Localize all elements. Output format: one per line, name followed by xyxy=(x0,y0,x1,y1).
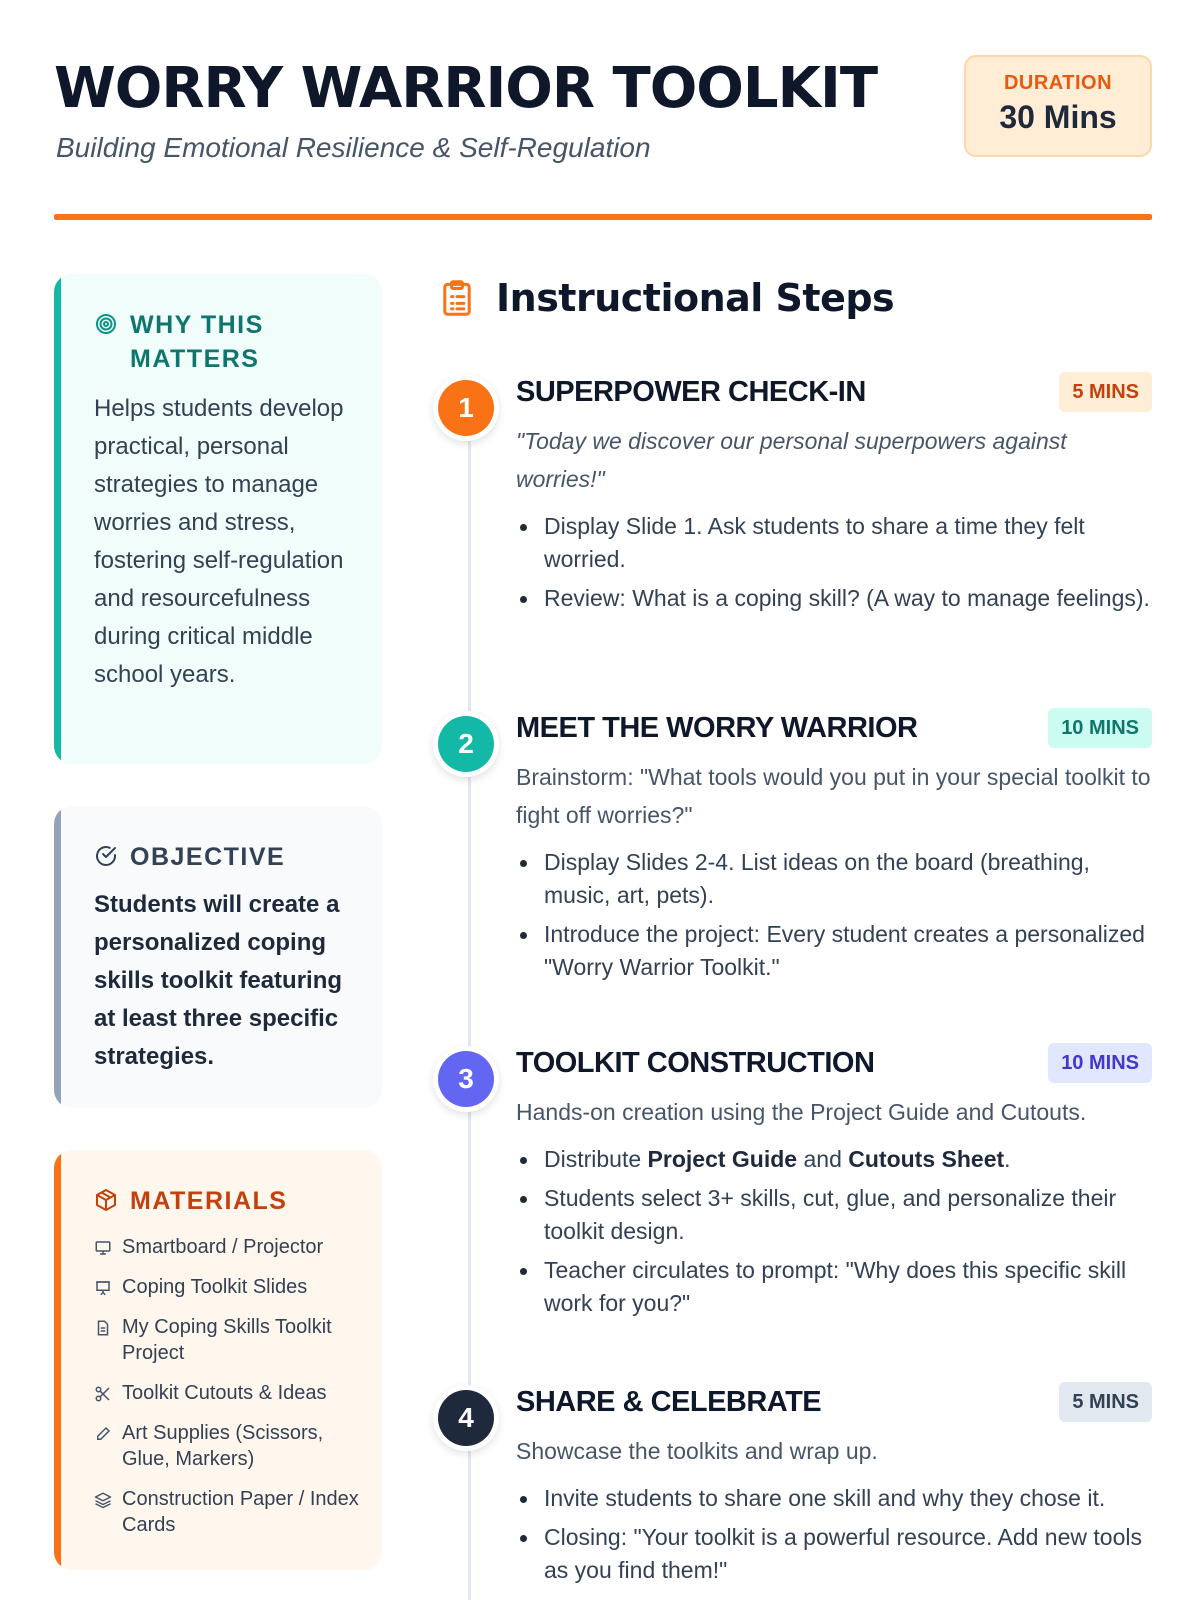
step-title: SUPERPOWER CHECK-IN xyxy=(516,376,866,408)
objective-header xyxy=(94,840,285,874)
list-item: Teacher circulates to prompt: "Why does this specific skill work for you?" xyxy=(516,1254,1152,1320)
header-divider xyxy=(54,214,1152,220)
objective-title: OBJECTIVE xyxy=(130,843,286,871)
document-icon xyxy=(94,1319,112,1337)
bullet-text: . xyxy=(1004,1146,1011,1172)
step-duration-badge: 10 MINS xyxy=(1048,1043,1152,1083)
list-item xyxy=(94,1234,364,1260)
list-item xyxy=(94,1486,364,1538)
check-circle-icon xyxy=(94,844,118,868)
step-duration-badge: 5 MINS xyxy=(1059,372,1152,412)
why-header xyxy=(94,308,330,376)
step-intro: "Today we discover our personal superpowers against worries!" xyxy=(516,428,1067,492)
material-label: Toolkit Cutouts & Ideas xyxy=(122,1382,327,1404)
objective-card xyxy=(54,806,382,1108)
step-bullets xyxy=(516,846,1152,984)
bullet-text: Distribute xyxy=(544,1146,648,1172)
list-item: Closing: "Your toolkit is a powerful resource. Add new tools as you find them!" xyxy=(516,1521,1152,1587)
bold-text: Project Guide xyxy=(647,1146,798,1172)
step-duration-badge: 10 MINS xyxy=(1048,708,1152,748)
step-duration-badge: 5 MINS xyxy=(1059,1382,1152,1422)
step-intro: Showcase the toolkits and wrap up. xyxy=(516,1438,878,1464)
step-number: 4 xyxy=(438,1390,494,1446)
list-item: Introduce the project: Every student creates a personalized "Worry Warrior Toolkit." xyxy=(516,918,1152,984)
list-item: Display Slides 2-4. List ideas on the board (breathing, music, art, pets). xyxy=(516,846,1152,912)
step-number: 2 xyxy=(438,716,494,772)
scissors-icon xyxy=(94,1385,112,1403)
page-subtitle: Building Emotional Resilience & Self-Regulation xyxy=(56,132,651,163)
materials-list xyxy=(94,1234,364,1552)
material-label: Coping Toolkit Slides xyxy=(122,1276,308,1298)
header xyxy=(54,52,1152,172)
material-label: Art Supplies (Scissors, Glue, Markers) xyxy=(122,1422,324,1470)
material-label: Construction Paper / Index Cards xyxy=(122,1488,359,1536)
step-title: TOOLKIT CONSTRUCTION xyxy=(516,1047,875,1079)
step-bullets xyxy=(516,1482,1152,1587)
duration-label: DURATION xyxy=(1003,72,1113,94)
step-intro: Brainstorm: "What tools would you put in your special toolkit to fight off worries?" xyxy=(516,764,1151,828)
target-icon xyxy=(94,312,118,336)
objective-text: Students will create a personalized coping skills toolkit featuring at least three specific strategies. xyxy=(94,891,343,1070)
box-icon xyxy=(94,1188,118,1212)
material-label: Smartboard / Projector xyxy=(122,1236,324,1258)
clipboard-icon xyxy=(440,279,474,317)
materials-header xyxy=(94,1184,287,1218)
why-title: WHY THIS MATTERS xyxy=(130,311,264,373)
list-item xyxy=(516,1143,1152,1176)
pencil-icon xyxy=(94,1425,112,1443)
list-item: Invite students to share one skill and why they chose it. xyxy=(516,1482,1152,1515)
step-bullets xyxy=(516,1143,1152,1320)
duration-badge xyxy=(964,55,1152,157)
material-label: My Coping Skills Toolkit Project xyxy=(122,1316,332,1364)
duration-value: 30 Mins xyxy=(999,99,1117,135)
list-item xyxy=(94,1420,364,1472)
steps-title: Instructional Steps xyxy=(496,276,895,320)
page-title: WORRY WARRIOR TOOLKIT xyxy=(54,56,878,121)
materials-title: MATERIALS xyxy=(130,1187,288,1215)
list-item: Students select 3+ skills, cut, glue, and personalize their toolkit design. xyxy=(516,1182,1152,1248)
list-item: Review: What is a coping skill? (A way to manage feelings). xyxy=(516,582,1152,615)
why-text: Helps students develop practical, personal strategies to manage worries and stress, fostering self-regulation and resourcefulness during critical middle school years. xyxy=(94,395,344,688)
list-item: Display Slide 1. Ask students to share a time they felt worried. xyxy=(516,510,1152,576)
monitor-icon xyxy=(94,1239,112,1257)
list-item xyxy=(94,1274,364,1300)
bold-text: Cutouts Sheet xyxy=(848,1146,1005,1172)
step-title: SHARE & CELEBRATE xyxy=(516,1386,822,1418)
materials-card xyxy=(54,1150,382,1570)
bullet-text: and xyxy=(797,1146,849,1172)
step-number: 3 xyxy=(438,1051,494,1107)
step-bullets xyxy=(516,510,1152,615)
step-number: 1 xyxy=(438,380,494,436)
step-title: MEET THE WORRY WARRIOR xyxy=(516,712,918,744)
steps-header xyxy=(440,276,894,320)
layers-icon xyxy=(94,1491,112,1509)
why-this-matters-card xyxy=(54,274,382,764)
list-item xyxy=(94,1314,364,1366)
list-item xyxy=(94,1380,364,1406)
step-intro: Hands-on creation using the Project Guide and Cutouts. xyxy=(516,1099,1087,1125)
presentation-icon xyxy=(94,1279,112,1297)
